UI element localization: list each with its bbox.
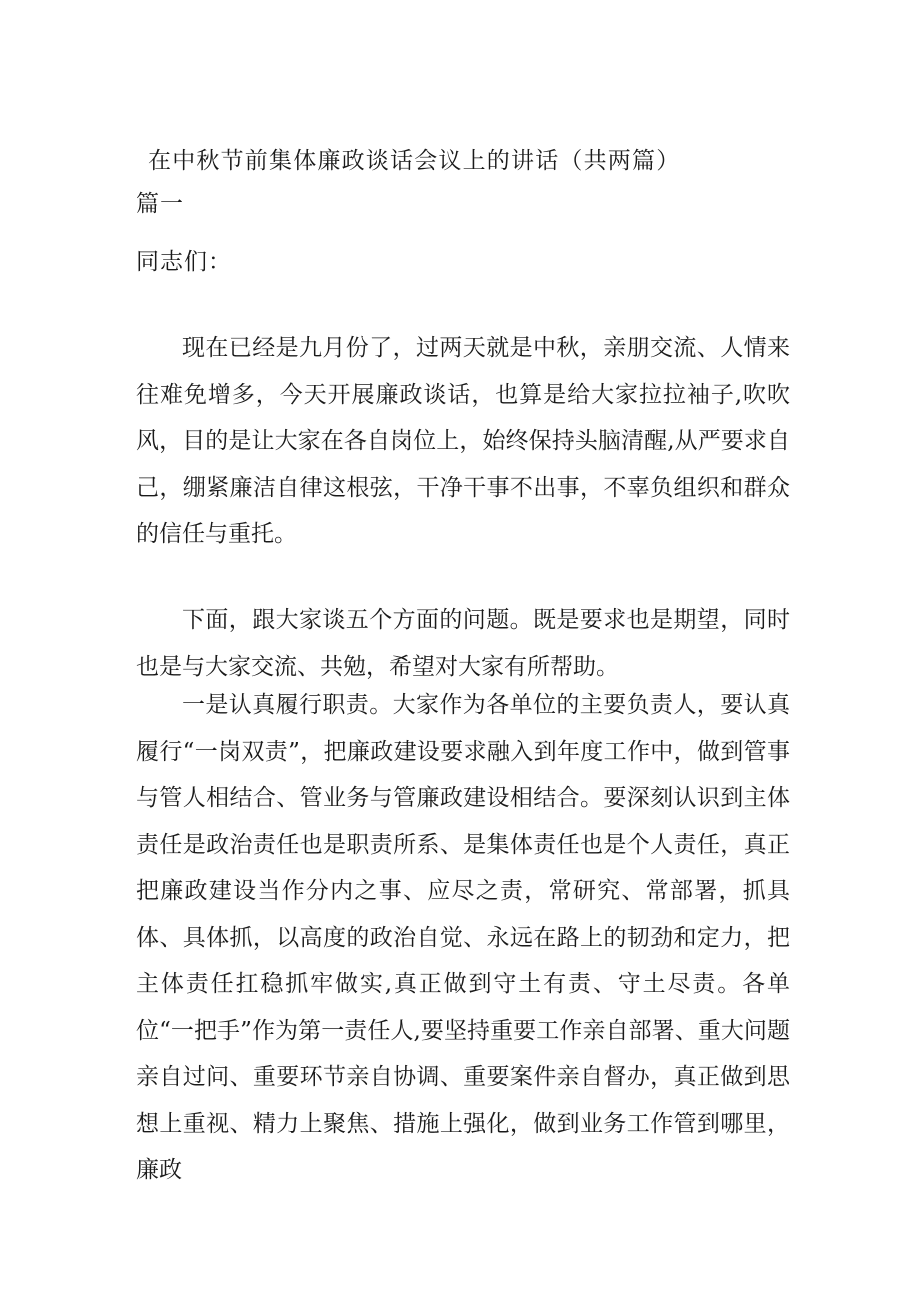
paragraph-point-one: 一是认真履行职责。大家作为各单位的主要负责人，要认真履行“一岗双责”，把廉政建设要求融入到年度工作中，做到管事与管人相结合、管业务与管廉政建设相结合。要深刻认识到主体责任是政治责任也是职责所系、是集体责任也是个人责任，真正把廉政建设当作分内之事、应尽之责，常研究、常部署，抓具体、具体抓，以高度的政治自觉、永远在路上的韧劲和定力，把主体责任扛稳抓牢做实,真正做到守土有责、守土尽责。各单位“一把手”作为第一责任人,要坚持重要工作亲自部署、重大问题亲自过问、重要环节亲自协调、重要案件亲自督办，真正做到思想上重视、精力上聚焦、措施上强化，做到业务工作管到哪里，廉政 bbox=[136, 692, 790, 1183]
document-title: 在中秋节前集体廉政谈话会议上的讲话（共两篇） bbox=[148, 148, 681, 174]
paragraph-overview: 下面，跟大家谈五个方面的问题。既是要求也是期望，同时也是与大家交流、共勉，希望对大家有所帮助。 bbox=[136, 607, 790, 680]
paragraph-intro: 现在已经是九月份了，过两天就是中秋，亲朋交流、人情来往难免增多，今天开展廉政谈话，也算是给大家拉拉袖子,吹吹风，目的是让大家在各自岗位上，始终保持头脑清醒,从严要求自己，绷紧廉洁自律这根弦，干净干事不出事，不辜负组织和群众的信任与重托。 bbox=[136, 335, 790, 547]
greeting: 同志们： bbox=[136, 249, 232, 275]
section-label: 篇一 bbox=[136, 191, 184, 217]
